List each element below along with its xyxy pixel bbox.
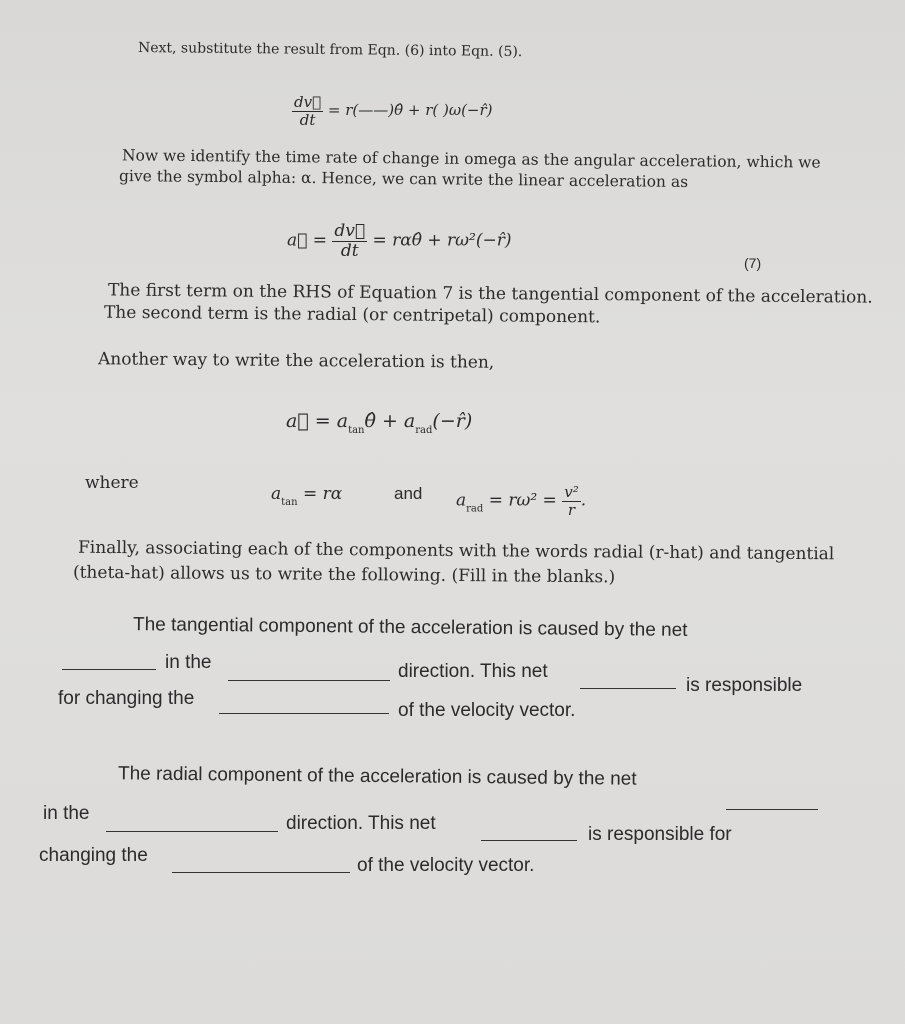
eq5-fraction [292,94,323,128]
fill2-changing-the: changing the [39,845,148,866]
arad-denominator: r [567,500,576,519]
eq8-rad-subscript: rad [415,425,433,436]
atan-subscript: tan [281,497,298,508]
eq5-numerator: dv⃗ [294,93,322,111]
para1-line2: give the symbol alpha: α. Hence, we can write the linear acceleration as [118,167,689,191]
arad-rhs: = rω² = [488,490,557,511]
eq5-rhs: = r(——)θ̂ + r( )ω(−r̂) [327,101,493,119]
eq8-end: (−r̂) [432,410,473,432]
fill1-responsible: is responsible [686,675,803,696]
fill2-direction-text: direction. This net [286,813,436,834]
intro-text: Next, substitute the result from Eqn. (6) into Eqn. (5). [137,39,523,61]
atan-definition [271,484,342,508]
arad-subscript: rad [466,503,484,515]
eq7-number: (7) [744,255,762,271]
fill1-blank-force[interactable] [62,668,156,670]
para4-line2: (theta-hat) allows us to write the following. (Fill in the blanks.) [72,562,616,588]
eq7-denominator: dt [340,240,359,261]
and-label: and [394,484,423,503]
fill1-velocity-end: of the velocity vector. [398,700,576,721]
fill2-blank-net[interactable] [481,839,577,841]
fill1-blank-net[interactable] [580,687,676,689]
arad-definition [456,484,586,518]
fill2-blank-force[interactable] [726,808,818,810]
equation-8 [286,410,472,436]
fill2-blank-aspect[interactable] [172,871,350,873]
fill1-sentence-start: The tangential component of the acceleration is caused by the net [132,614,688,641]
arad-dot: . [580,490,587,511]
fill2-in-the: in the [43,803,90,824]
eq7-rhs: = rαθ̂ + rω²(−r̂) [372,230,512,251]
eq5-denominator: dt [299,110,316,129]
equation-5 [292,94,493,128]
fill1-for-changing: for changing the [58,688,195,709]
fill1-direction-text: direction. This net [398,661,548,682]
eq7-lhs: a⃗ = [287,230,327,251]
arad-numerator: v² [564,483,579,501]
where-label: where [85,473,139,493]
fill2-responsible: is responsible for [588,824,732,845]
fill2-sentence-start: The radial component of the acceleration is caused by the net [117,763,637,790]
atan-rhs: = rα [302,484,343,504]
fill1-blank-direction[interactable] [228,679,390,681]
fill2-velocity-end: of the velocity vector. [357,855,535,876]
para2-line2: The second term is the radial (or centripetal) component. [103,302,601,328]
para3-text: Another way to write the acceleration is then, [97,349,495,373]
atan-a: a [271,484,282,504]
para1-line1: Now we identify the time rate of change in omega as the angular acceleration, which we [121,146,821,172]
para2-line1: The first term on the RHS of Equation 7 is the tangential component of the acceleration. [107,280,873,308]
fill2-blank-direction[interactable] [106,830,278,832]
para4-line1: Finally, associating each of the components with the words radial (r-hat) and tangential [77,537,835,565]
eq8-a: a⃗ = a [286,410,349,432]
fill1-blank-aspect[interactable] [219,712,389,714]
eq8-tan-subscript: tan [348,425,365,436]
eq7-numerator: dv⃗ [334,221,366,241]
equation-7 [287,222,512,260]
arad-fraction [562,484,581,518]
eq7-fraction [332,222,367,260]
fill1-in-the: in the [165,652,212,673]
arad-a: a [456,490,467,511]
eq8-mid: θ̂ + a [364,410,416,432]
